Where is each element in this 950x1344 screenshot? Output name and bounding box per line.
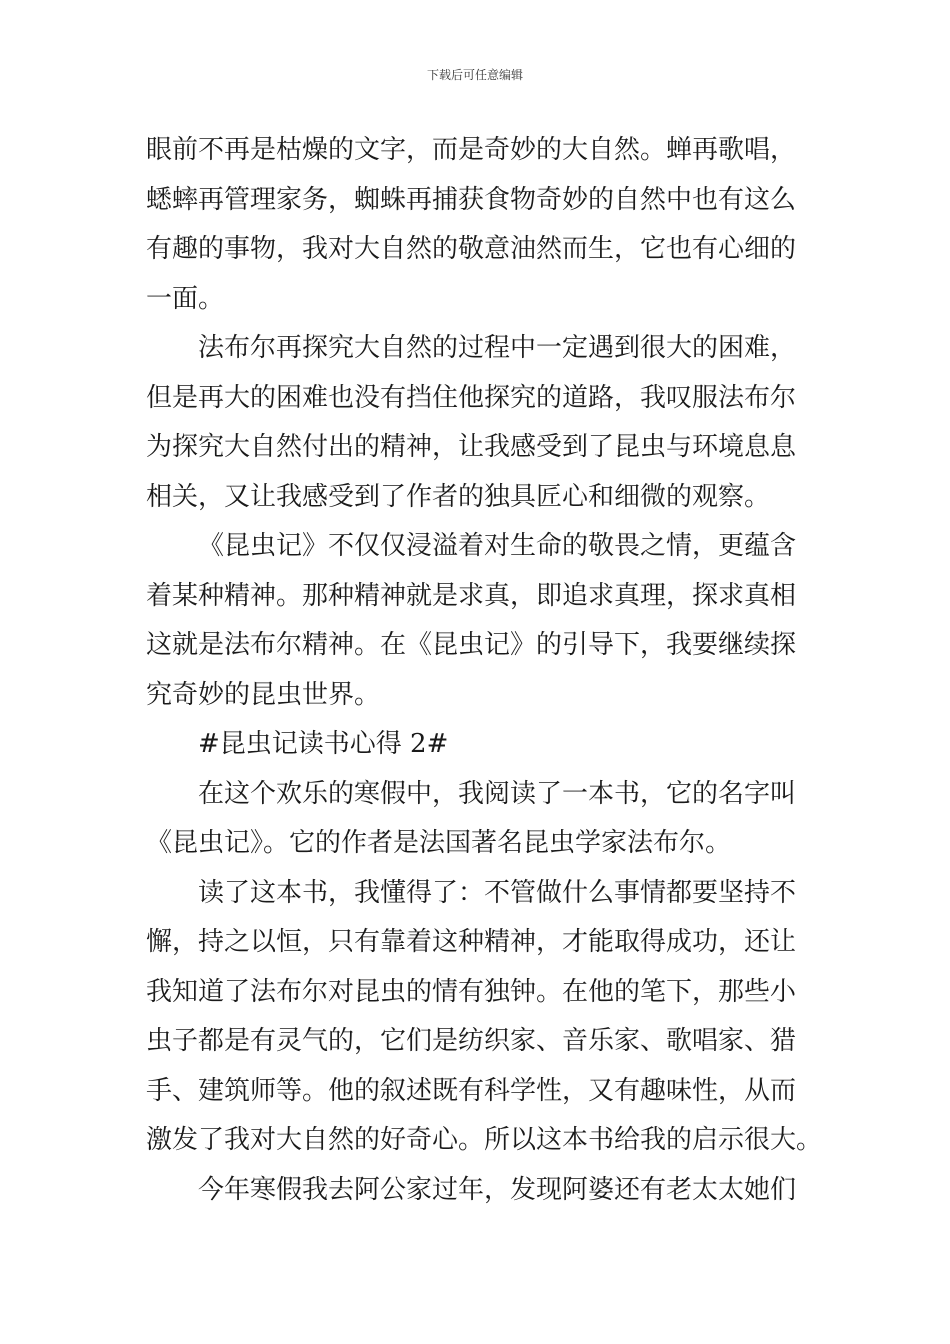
- text-line: 这就是法布尔精神。在《昆虫记》的引导下，我要继续探: [146, 630, 797, 660]
- text-line: 虫子都是有灵气的，它们是纺织家、音乐家、歌唱家、猎: [146, 1026, 797, 1056]
- text-line: 有趣的事物，我对大自然的敬意油然而生，它也有心细的: [146, 234, 797, 264]
- text-line: 着某种精神。那种精神就是求真，即追求真理，探求真相: [146, 580, 797, 611]
- text-line: 《昆虫记》不仅仅浸溢着对生命的敬畏之情，更蕴含: [198, 531, 797, 561]
- text-line: 为探究大自然付出的精神，让我感受到了昆虫与环境息息: [146, 432, 797, 462]
- text-line: 眼前不再是枯燥的文字，而是奇妙的大自然。蝉再歌唱，: [146, 135, 797, 165]
- text-line: 激发了我对大自然的好奇心。所以这本书给我的启示很大。: [146, 1125, 823, 1155]
- text-line: 读了这本书，我懂得了：不管做什么事情都要坚持不: [198, 877, 797, 908]
- document-body: [146, 126, 823, 1215]
- text-line: 懈，持之以恒，只有靠着这种精神，才能取得成功，还让: [146, 927, 797, 957]
- text-line: 但是再大的困难也没有挡住他探究的道路，我叹服法布尔: [146, 382, 797, 413]
- text-line: 我知道了法布尔对昆虫的情有独钟。在他的笔下，那些小: [146, 976, 797, 1007]
- text-line: 法布尔再探究大自然的过程中一定遇到很大的困难，: [198, 333, 797, 363]
- text-line: 《昆虫记》。它的作者是法国著名昆虫学家法布尔。: [146, 828, 732, 858]
- text-line: 究奇妙的昆虫世界。: [146, 679, 381, 710]
- text-line: 蟋蟀再管理家务，蜘蛛再捕获食物奇妙的自然中也有这么: [146, 184, 797, 215]
- text-line: #昆虫记读书心得 2#: [198, 729, 449, 759]
- text-line: 相关，又让我感受到了作者的独具匠心和细微的观察。: [146, 481, 771, 512]
- text-line: 手、建筑师等。他的叙述既有科学性，又有趣味性，从而: [146, 1075, 797, 1106]
- page-header: 下载后可任意编辑: [426, 68, 523, 82]
- text-line: 一面。: [146, 283, 225, 314]
- text-line: 在这个欢乐的寒假中，我阅读了一本书，它的名字叫: [198, 778, 797, 809]
- text-line: 今年寒假我去阿公家过年，发现阿婆还有老太太她们: [198, 1174, 797, 1205]
